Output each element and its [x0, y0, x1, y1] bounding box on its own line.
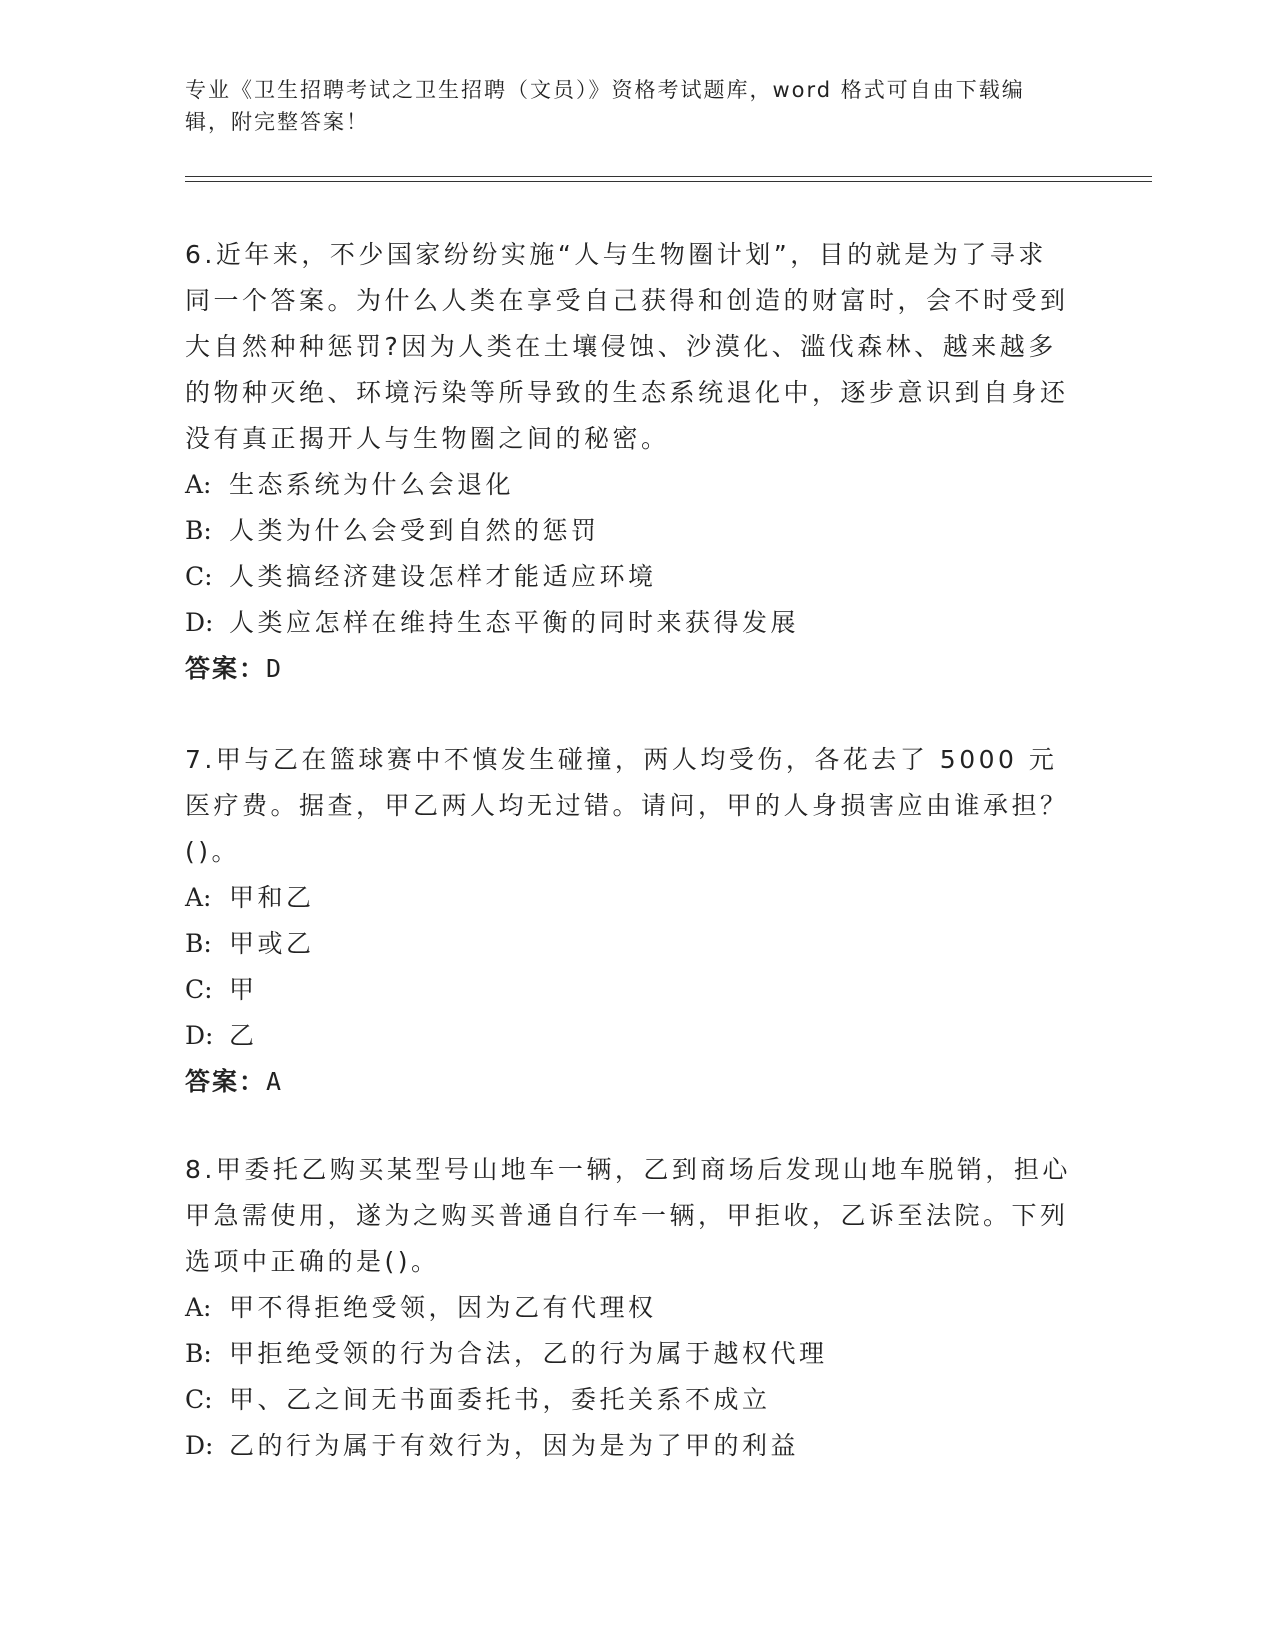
question-stem: 6.近年来，不少国家纷纷实施“人与生物圈计划”，目的就是为了寻求同一个答案。为什么人类在享受自己获得和创造的财富时，会不时受到大自然种种惩罚?因为人类在土壤侵蚀、沙漠化、滥伐森林、越来越多的物种灭绝、环境污染等所导致的生态系统退化中，逐步意识到自身还没有真正揭开人与生物圈之间的秘密。: [185, 240, 1069, 453]
option-text: 乙的行为属于有效行为，因为是为了甲的利益: [229, 1431, 800, 1460]
option-b: [185, 508, 1075, 554]
option-b: [185, 1331, 1075, 1377]
option-letter: D:: [185, 1021, 214, 1050]
answer-line: [185, 1059, 1075, 1105]
option-letter: A:: [185, 470, 212, 499]
answer-value: D: [266, 654, 284, 683]
question-8: [185, 1147, 1075, 1469]
answer-value: A: [266, 1067, 284, 1096]
option-letter: B:: [185, 1339, 212, 1368]
option-c: [185, 967, 1075, 1013]
option-text: 人类搞经济建设怎样才能适应环境: [229, 562, 657, 591]
option-a: [185, 875, 1075, 921]
option-text: 甲和乙: [229, 883, 315, 912]
option-a: [185, 462, 1075, 508]
option-text: 甲、乙之间无书面委托书，委托关系不成立: [229, 1385, 771, 1414]
option-d: [185, 600, 1075, 646]
header-divider-line-second: [185, 181, 1152, 182]
header-divider-line: [185, 176, 1152, 177]
answer-line: [185, 646, 1075, 692]
option-letter: B:: [185, 516, 212, 545]
question-stem: 7.甲与乙在篮球赛中不慎发生碰撞，两人均受伤，各花去了 5000 元医疗费。据查，甲乙两人均无过错。请问，甲的人身损害应由谁承担？()。: [185, 745, 1069, 866]
option-text: 甲或乙: [229, 929, 315, 958]
option-letter: C:: [185, 975, 213, 1004]
answer-label: 答案：: [185, 654, 267, 683]
option-letter: A:: [185, 883, 212, 912]
option-c: [185, 554, 1075, 600]
option-letter: C:: [185, 562, 213, 591]
option-b: [185, 921, 1075, 967]
option-letter: D:: [185, 608, 214, 637]
option-text: 甲拒绝受领的行为合法，乙的行为属于越权代理: [229, 1339, 828, 1368]
option-text: 生态系统为什么会退化: [229, 470, 515, 499]
option-d: [185, 1013, 1075, 1059]
option-c: [185, 1377, 1075, 1423]
question-7: [185, 737, 1075, 1105]
option-text: 人类应怎样在维持生态平衡的同时来获得发展: [229, 608, 800, 637]
document-header: 专业《卫生招聘考试之卫生招聘（文员）》资格考试题库，word 格式可自由下载编辑，附完整答案！: [185, 78, 1025, 134]
option-letter: C:: [185, 1385, 213, 1414]
question-stem: 8.甲委托乙购买某型号山地车一辆，乙到商场后发现山地车脱销，担心甲急需使用，遂为之购买普通自行车一辆，甲拒收，乙诉至法院。下列选项中正确的是()。: [185, 1155, 1071, 1276]
option-text: 乙: [229, 1021, 258, 1050]
option-letter: A:: [185, 1293, 212, 1322]
option-text: 甲不得拒绝受领，因为乙有代理权: [229, 1293, 657, 1322]
option-a: [185, 1285, 1075, 1331]
option-letter: B:: [185, 929, 212, 958]
question-6: [185, 232, 1075, 692]
option-d: [185, 1423, 1075, 1469]
option-text: 甲: [229, 975, 258, 1004]
option-text: 人类为什么会受到自然的惩罚: [229, 516, 600, 545]
option-letter: D:: [185, 1431, 214, 1460]
answer-label: 答案：: [185, 1067, 267, 1096]
